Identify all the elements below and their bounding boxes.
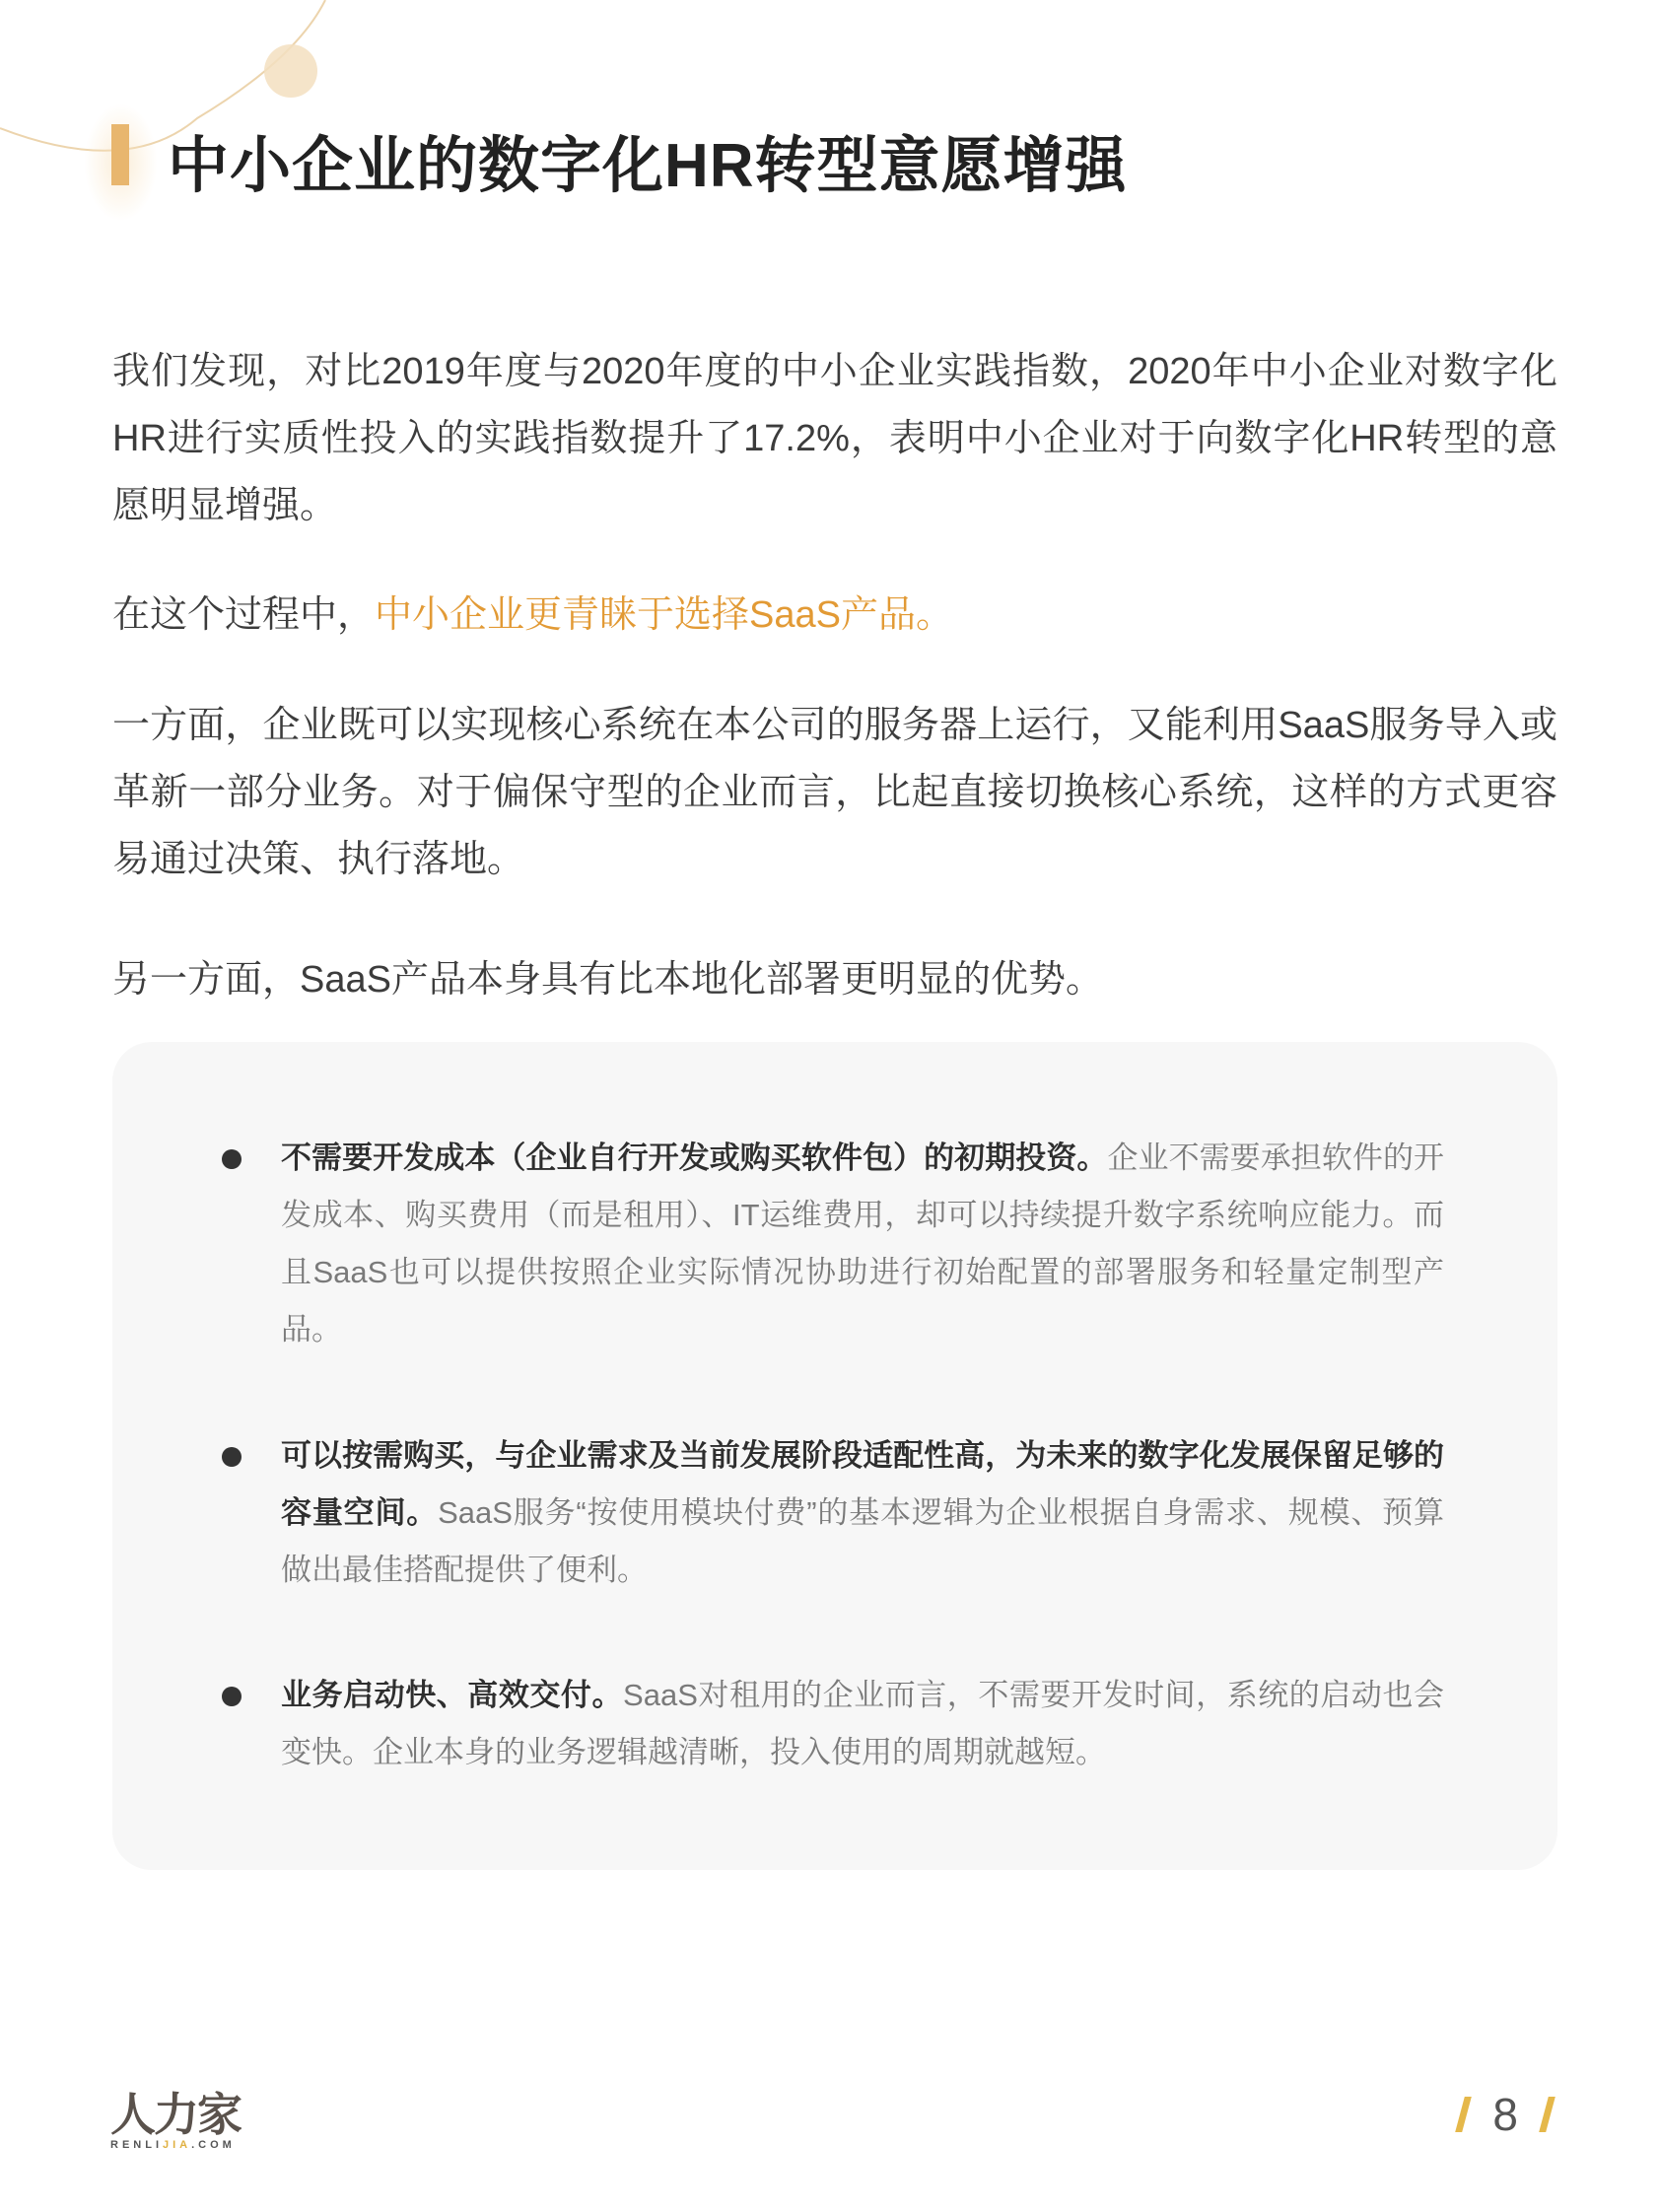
brand-logo	[110, 2090, 241, 2151]
paragraph-1: 我们发现，对比2019年度与2020年度的中小企业实践指数，2020年中小企业对数字化HR进行实质性投入的实践指数提升了17.2%，表明中小企业对于向数字化HR转型的意愿明显增强。	[112, 351, 1557, 526]
slash-icon	[1539, 2097, 1555, 2132]
page-number: 8	[1492, 2089, 1518, 2140]
logo-domain-a: RENLI	[110, 2139, 163, 2151]
bullet-item-1	[281, 1130, 1444, 1358]
bullet-3-lead: 业务启动快、高效交付。	[281, 1678, 624, 1712]
logo-domain	[110, 2139, 241, 2151]
bullet-dot-icon	[222, 1149, 242, 1169]
page-indicator	[1460, 2088, 1551, 2141]
paragraph-3: 一方面，企业既可以实现核心系统在本公司的服务器上运行，又能利用SaaS服务导入或革新一部分业务。对于偏保守型的企业而言，比起直接切换核心系统，这样的方式更容易通过决策、执行落地。	[112, 705, 1557, 880]
bullet-2-lead: 可以按需购买，与企业需求及当前发展阶段适配性高，为未来的数字化发展保留足够的容量空间。	[281, 1438, 1444, 1530]
paragraph-2-prefix: 在这个过程中，	[112, 594, 376, 636]
logo-domain-b: JIA	[163, 2139, 192, 2151]
paragraph-2-highlight: 中小企业更青睐于选择SaaS产品。	[375, 594, 953, 636]
page-title: 中小企业的数字化HR转型意愿增强	[168, 132, 1128, 200]
paragraph-2	[112, 582, 1557, 649]
slash-icon	[1456, 2097, 1473, 2132]
bullet-dot-icon	[222, 1447, 242, 1467]
bullet-item-3	[281, 1667, 1444, 1781]
title-accent-bar	[111, 124, 129, 185]
bullet-1-text: 企业不需要承担软件的开发成本、购买费用（而是租用）、IT运维费用，却可以持续提升数字系统响应能力。而且SaaS也可以提供按照企业实际情况协助进行初始配置的部署服务和轻量定制型产品。	[281, 1141, 1445, 1347]
paragraph-4: 另一方面，SaaS产品本身具有比本地化部署更明显的优势。	[112, 959, 1103, 1001]
bullet-3-text: SaaS对租用的企业而言，不需要开发时间，系统的启动也会变快。企业本身的业务逻辑越清晰，投入使用的周期就越短。	[281, 1678, 1444, 1769]
logo-chinese: 人力家	[110, 2089, 241, 2140]
bullet-2-text: SaaS服务“按使用模块付费”的基本逻辑为企业根据自身需求、规模、预算做出最佳搭配提供了便利。	[281, 1495, 1445, 1587]
bullet-1-lead: 不需要开发成本（企业自行开发或购买软件包）的初期投资。	[281, 1141, 1108, 1175]
bullet-dot-icon	[222, 1687, 242, 1706]
logo-domain-c: .COM	[191, 2139, 236, 2151]
bullet-item-2	[281, 1427, 1444, 1599]
